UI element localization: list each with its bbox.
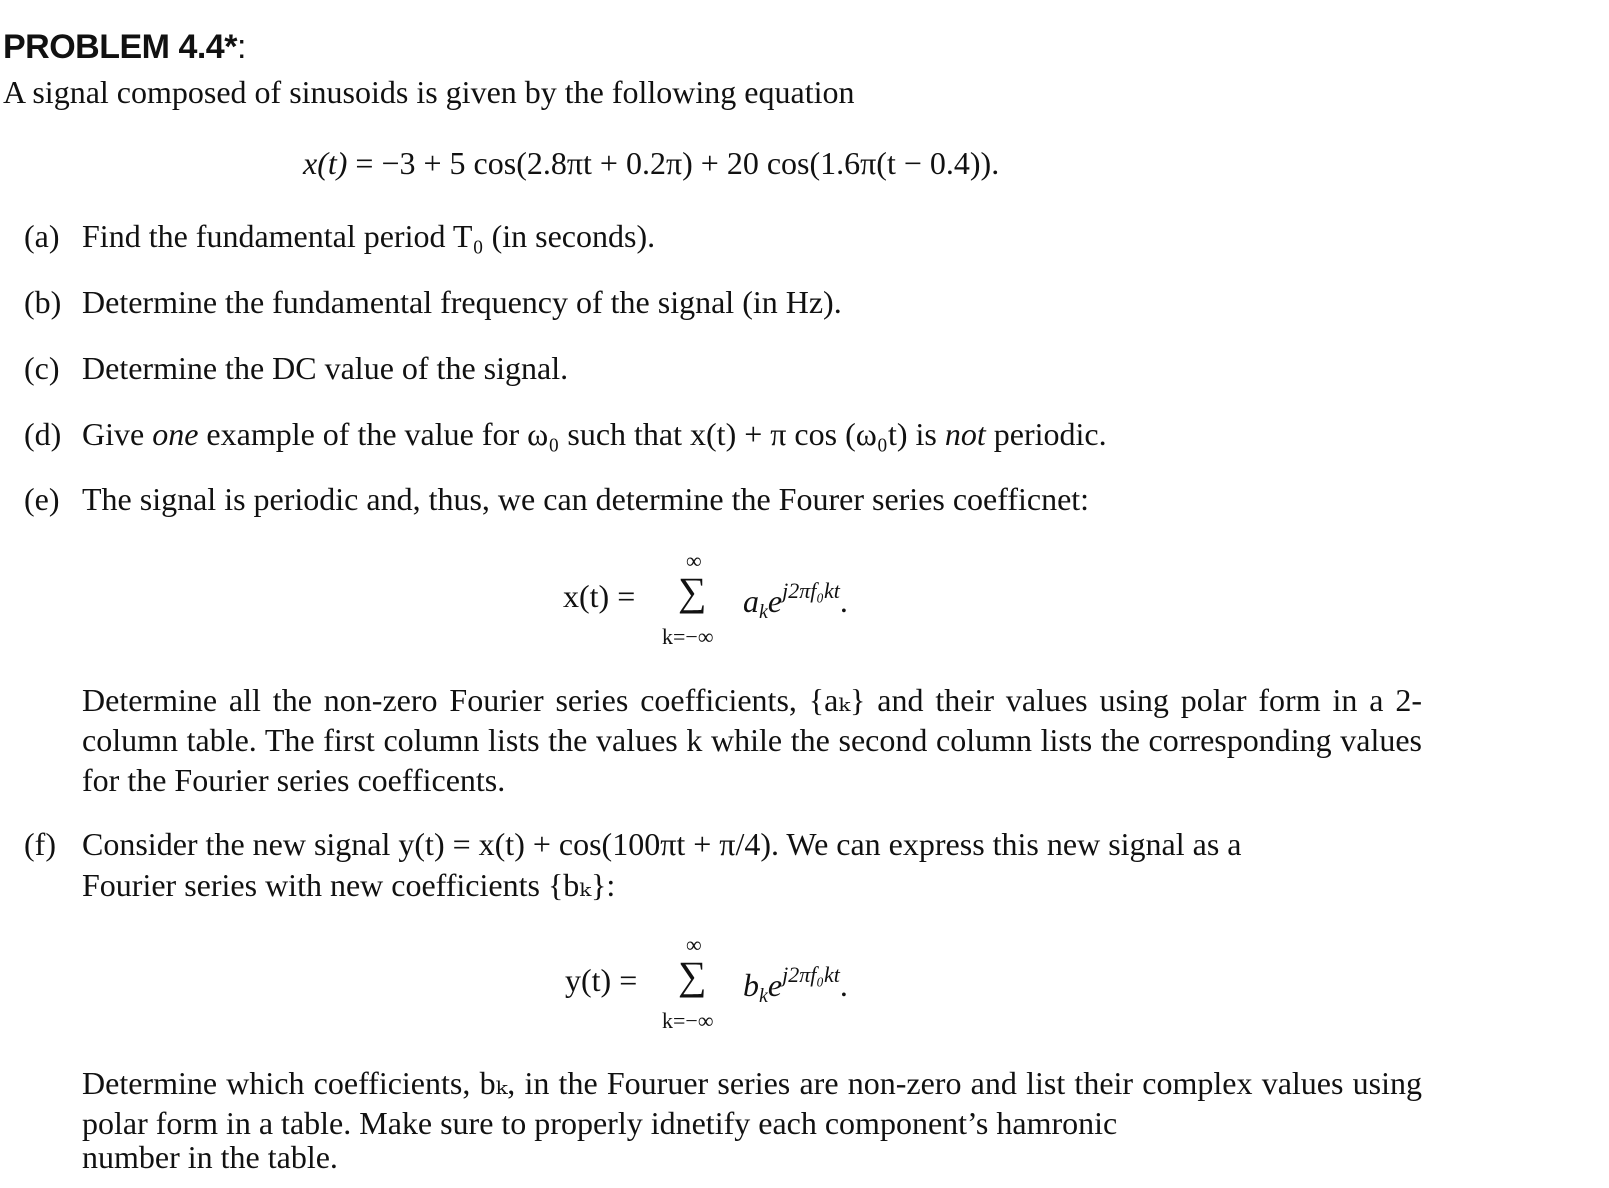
part-d-pre: Give	[82, 416, 153, 452]
part-e-sum-lower-limit: k=−∞	[662, 624, 714, 649]
part-f-sigma-symbol: ∑	[678, 953, 707, 998]
part-d	[24, 416, 1107, 453]
part-e	[24, 481, 1089, 518]
part-d-emphasis-one: one	[152, 416, 199, 452]
problem-title-text: PROBLEM 4.4*	[3, 28, 237, 66]
part-b	[24, 284, 842, 321]
part-d-mid: example of the value for ω₀ such that x(t) + π cos (ω₀t) is	[198, 416, 945, 452]
part-f-term-period: .	[839, 967, 848, 1003]
problem-intro: A signal composed of sinusoids is given by the following equation	[3, 74, 855, 110]
part-f-sum-term	[743, 962, 848, 1008]
part-f-sum-upper-limit: ∞	[686, 932, 702, 957]
part-e-term-period: .	[839, 583, 848, 619]
part-f	[24, 826, 1241, 863]
part-e-term-e: e	[767, 583, 783, 619]
problem-title	[3, 28, 246, 67]
part-e-sum-term	[743, 578, 848, 624]
part-f-line2: Fourier series with new coefficients {bₖ}:	[82, 867, 616, 903]
problem-title-colon: :	[236, 28, 246, 66]
part-e-sigma-symbol: ∑	[678, 569, 707, 614]
part-f-term-e: e	[767, 967, 783, 1003]
part-c-text: Determine the DC value of the signal.	[82, 350, 569, 386]
part-d-emphasis-not: not	[944, 416, 986, 452]
part-c	[24, 350, 568, 387]
part-f-sum-lower-limit: k=−∞	[662, 1008, 714, 1033]
part-e-term-sub-k: k	[759, 601, 768, 623]
part-f-sum-lhs: y(t) =	[565, 962, 638, 998]
part-e-paragraph: Determine all the non-zero Fourier series coefficients, {aₖ} and their values using polar form in a 2-column table. The first column lists the values k while the second column lists the corresponding values for the Fourier series coefficents.	[82, 682, 1422, 798]
main-equation	[303, 145, 999, 182]
part-f-term-exponent: j2πf₀kt	[782, 962, 840, 987]
part-f-paragraph: Determine which coefficients, bₖ, in the Fouruer series are non-zero and list their complex values using polar form in a table. Make sure to properly idnetify each component’s hamronic	[82, 1065, 1422, 1141]
part-a	[24, 218, 655, 255]
part-f-term-sub-k: k	[759, 985, 768, 1007]
main-equation-lhs: x(t)	[303, 145, 348, 181]
part-f-label: (f)	[24, 826, 56, 862]
part-b-label: (b)	[24, 284, 62, 320]
part-a-label: (a)	[24, 218, 60, 254]
main-equation-rhs: = −3 + 5 cos(2.8πt + 0.2π) + 20 cos(1.6π(t − 0.4)).	[355, 145, 1000, 181]
part-d-label: (d)	[24, 416, 62, 452]
part-e-text: The signal is periodic and, thus, we can determine the Fourer series coefficnet:	[82, 481, 1090, 517]
part-a-text: Find the fundamental period T₀ (in seconds).	[82, 218, 656, 254]
part-e-label: (e)	[24, 481, 60, 517]
part-e-sum-lhs: x(t) =	[563, 578, 636, 614]
part-e-sum-upper-limit: ∞	[686, 548, 702, 573]
part-c-label: (c)	[24, 350, 60, 386]
part-e-term-exponent: j2πf₀kt	[782, 578, 840, 603]
part-f-line1: Consider the new signal y(t) = x(t) + cos(100πt + π/4). We can express this new signal as a	[82, 826, 1242, 862]
part-b-text: Determine the fundamental frequency of the signal (in Hz).	[82, 284, 842, 320]
part-d-post: periodic.	[985, 416, 1107, 452]
part-f-cutoff-line: number in the table.	[82, 1139, 338, 1175]
part-e-term-a: a	[743, 583, 759, 619]
part-f-term-b: b	[743, 967, 759, 1003]
